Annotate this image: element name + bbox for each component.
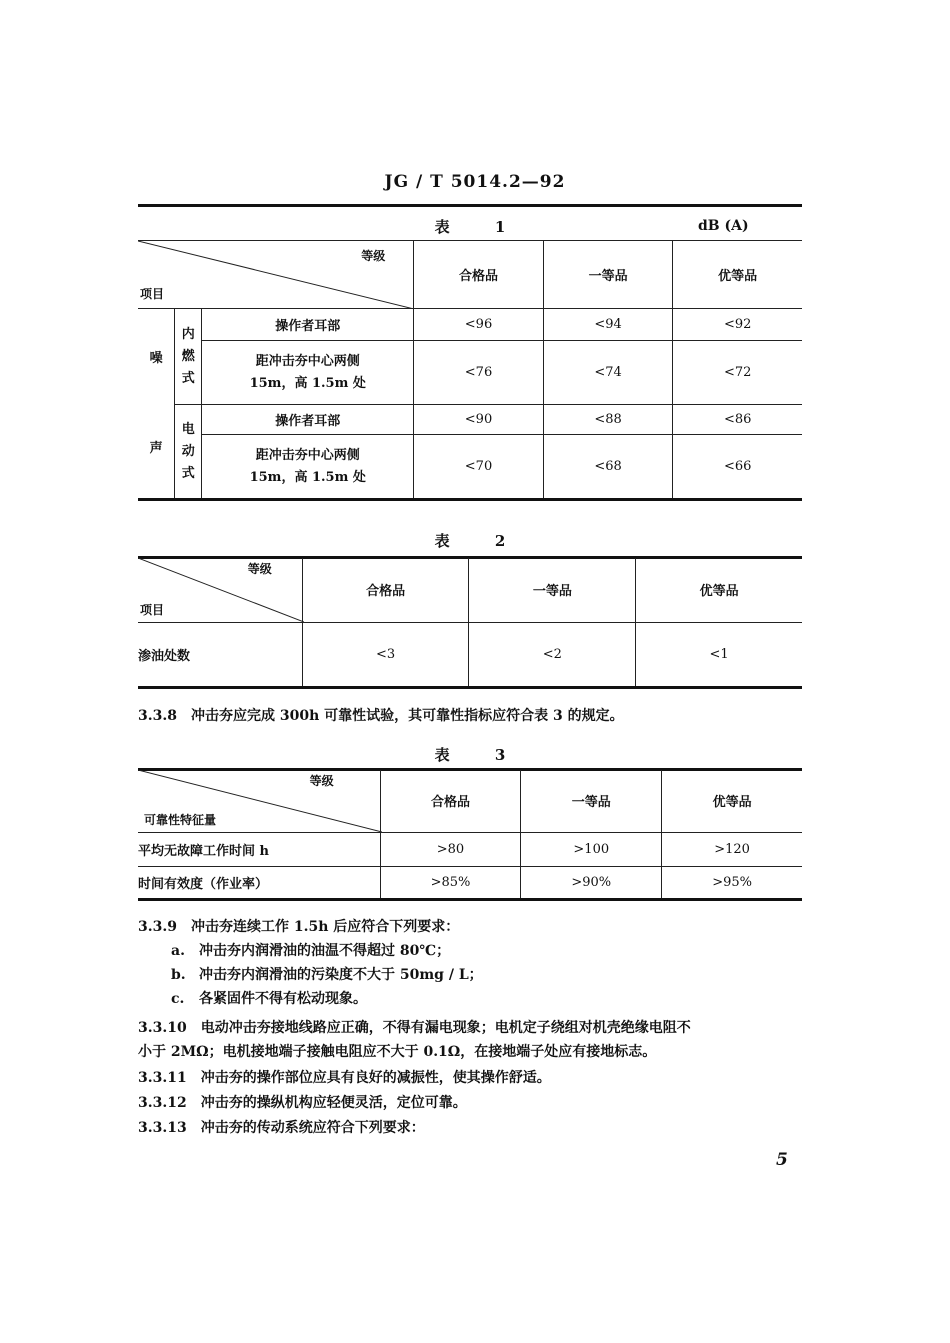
table3-bottom-rule bbox=[138, 898, 802, 901]
table3-caption: 表 3 bbox=[434, 746, 526, 764]
table3-row2-value-3: >95% bbox=[662, 866, 802, 898]
page-number: 5 bbox=[776, 1150, 788, 1170]
table2-caption: 表 2 bbox=[434, 532, 526, 550]
table1-row1-value-2: <94 bbox=[543, 309, 673, 341]
table2-bottom-rule bbox=[138, 686, 802, 689]
table1-top-rule bbox=[138, 204, 802, 207]
table1-row3-value-2: <88 bbox=[543, 405, 673, 435]
table1-row4-value-1: <70 bbox=[414, 435, 544, 499]
table1-bottom-rule bbox=[138, 498, 802, 501]
table3-row2-value-1: >85% bbox=[380, 866, 521, 898]
clause-text: 冲击夯连续工作 1.5h 后应符合下列要求： bbox=[190, 919, 460, 935]
list-text: 各紧固件不得有松动现象。 bbox=[199, 991, 367, 1007]
clause-number: 3.3.11 bbox=[138, 1070, 187, 1086]
clause-text: 冲击夯的操作部位应具有良好的减振性，使其操作舒适。 bbox=[200, 1070, 551, 1086]
table1-row2-value-2: <74 bbox=[543, 341, 673, 405]
table1-row4-value-3: <66 bbox=[673, 435, 802, 499]
list-item-b bbox=[138, 963, 808, 987]
table3-row2-item: 时间有效度（作业率） bbox=[138, 866, 380, 898]
table3-diag-bottom: 可靠性特征量 bbox=[144, 812, 217, 827]
document-header: JG / T 5014.2—92 bbox=[384, 172, 566, 192]
clause-number: 3.3.8 bbox=[138, 708, 177, 724]
table3-grade-2: 一等品 bbox=[521, 770, 662, 832]
table1-row1-value-3: <92 bbox=[673, 309, 802, 341]
clause-3-3-9-title bbox=[138, 915, 808, 939]
group1-char-2: 燃 bbox=[181, 348, 195, 364]
table1-row1-value-1: <96 bbox=[414, 309, 544, 341]
table2-row-value-2: <2 bbox=[469, 622, 636, 686]
table3-row2-value-2: >90% bbox=[521, 866, 662, 898]
table2-row-value-3: <1 bbox=[636, 622, 802, 686]
table1-row3-item: 操作者耳部 bbox=[202, 405, 414, 435]
table2 bbox=[138, 558, 802, 687]
table1-grade-2: 一等品 bbox=[543, 241, 673, 309]
table2-grade-2: 一等品 bbox=[469, 558, 636, 622]
clause-text: 电动冲击夯接地线路应正确，不得有漏电现象；电机定子绕组对机壳绝缘电阻不 bbox=[200, 1020, 691, 1036]
table3-row1-value-2: >100 bbox=[521, 832, 662, 866]
group2-char-2: 动 bbox=[181, 443, 195, 459]
table1-diag-top: 等级 bbox=[361, 249, 386, 263]
table3-row1-value-1: >80 bbox=[380, 832, 521, 866]
table1-row4-value-2: <68 bbox=[543, 435, 673, 499]
table2-diag-top: 等级 bbox=[247, 562, 272, 576]
clause-3-3-9 bbox=[138, 915, 808, 1011]
table2-row-value-1: <3 bbox=[302, 622, 469, 686]
group1-char-1: 内 bbox=[181, 326, 195, 342]
clause-3-3-8 bbox=[138, 704, 808, 728]
table3-row1-item: 平均无故障工作时间 h bbox=[138, 832, 380, 866]
noise-char-1: 噪 bbox=[149, 350, 163, 366]
table2-grade-1: 合格品 bbox=[302, 558, 469, 622]
clause-3-3-10-line1 bbox=[138, 1016, 808, 1040]
clause-3-3-11 bbox=[138, 1066, 808, 1090]
noise-char-2: 声 bbox=[149, 440, 163, 456]
table1-grade-3: 优等品 bbox=[673, 241, 802, 309]
table1-row1-item: 操作者耳部 bbox=[202, 309, 414, 341]
table1-grade-1: 合格品 bbox=[414, 241, 544, 309]
clause-text: 冲击夯的操纵机构应轻便灵活，定位可靠。 bbox=[200, 1095, 467, 1111]
table2-grade-3: 优等品 bbox=[636, 558, 802, 622]
table1-row2-value-1: <76 bbox=[414, 341, 544, 405]
clause-3-3-12 bbox=[138, 1091, 808, 1115]
table1-row3-value-1: <90 bbox=[414, 405, 544, 435]
table1-unit: dB (A) bbox=[698, 218, 749, 234]
clause-number: 3.3.9 bbox=[138, 919, 177, 935]
table1-row4-item: 距冲击夯中心两侧 15m，高 1.5m 处 bbox=[202, 435, 414, 499]
table2-diag-bottom: 项目 bbox=[140, 602, 165, 617]
table2-row-item: 渗油处数 bbox=[138, 622, 302, 686]
table1-diagonal-header bbox=[138, 241, 414, 309]
table1-diag-bottom: 项目 bbox=[140, 287, 165, 301]
group2-char-1: 电 bbox=[181, 421, 195, 437]
table3-grade-1: 合格品 bbox=[380, 770, 521, 832]
clause-text: 冲击夯应完成 300h 可靠性试验，其可靠性指标应符合表 3 的规定。 bbox=[190, 708, 624, 724]
clause-number: 3.3.12 bbox=[138, 1095, 187, 1111]
table1-noise-group bbox=[138, 309, 175, 499]
clause-3-3-10 bbox=[138, 1016, 808, 1064]
table1-row2-item: 距冲击夯中心两侧 15m，高 1.5m 处 bbox=[202, 341, 414, 405]
table1-row2-value-3: <72 bbox=[673, 341, 802, 405]
clause-3-3-13 bbox=[138, 1116, 808, 1140]
list-label: b. bbox=[171, 967, 186, 983]
list-text: 冲击夯内润滑油的油温不得超过 80℃； bbox=[199, 943, 451, 959]
table3-grade-3: 优等品 bbox=[662, 770, 802, 832]
table3-row1-value-3: >120 bbox=[662, 832, 802, 866]
table1-row3-value-3: <86 bbox=[673, 405, 802, 435]
table2-diagonal-header bbox=[138, 558, 302, 622]
list-text: 冲击夯内润滑油的污染度不大于 50mg / L； bbox=[199, 967, 483, 983]
table1-group-combustion bbox=[175, 309, 202, 405]
list-label: a. bbox=[171, 943, 185, 959]
list-item-a bbox=[138, 939, 808, 963]
table1 bbox=[138, 240, 802, 499]
clause-number: 3.3.13 bbox=[138, 1120, 187, 1136]
table3-diag-top: 等级 bbox=[309, 774, 334, 788]
group1-char-3: 式 bbox=[181, 370, 195, 386]
table3-diagonal-header bbox=[138, 770, 380, 832]
table3 bbox=[138, 770, 802, 899]
clause-3-3-10-line2: 小于 2MΩ；电机接地端子接触电阻应不大于 0.1Ω，在接地端子处应有接地标志。 bbox=[138, 1044, 657, 1060]
table1-caption: 表 1 bbox=[434, 218, 526, 236]
list-label: c. bbox=[171, 991, 185, 1007]
group2-char-3: 式 bbox=[181, 465, 195, 481]
list-item-c bbox=[138, 987, 808, 1011]
clause-text: 冲击夯的传动系统应符合下列要求： bbox=[200, 1120, 425, 1136]
table1-group-electric bbox=[175, 405, 202, 499]
clause-number: 3.3.10 bbox=[138, 1020, 187, 1036]
